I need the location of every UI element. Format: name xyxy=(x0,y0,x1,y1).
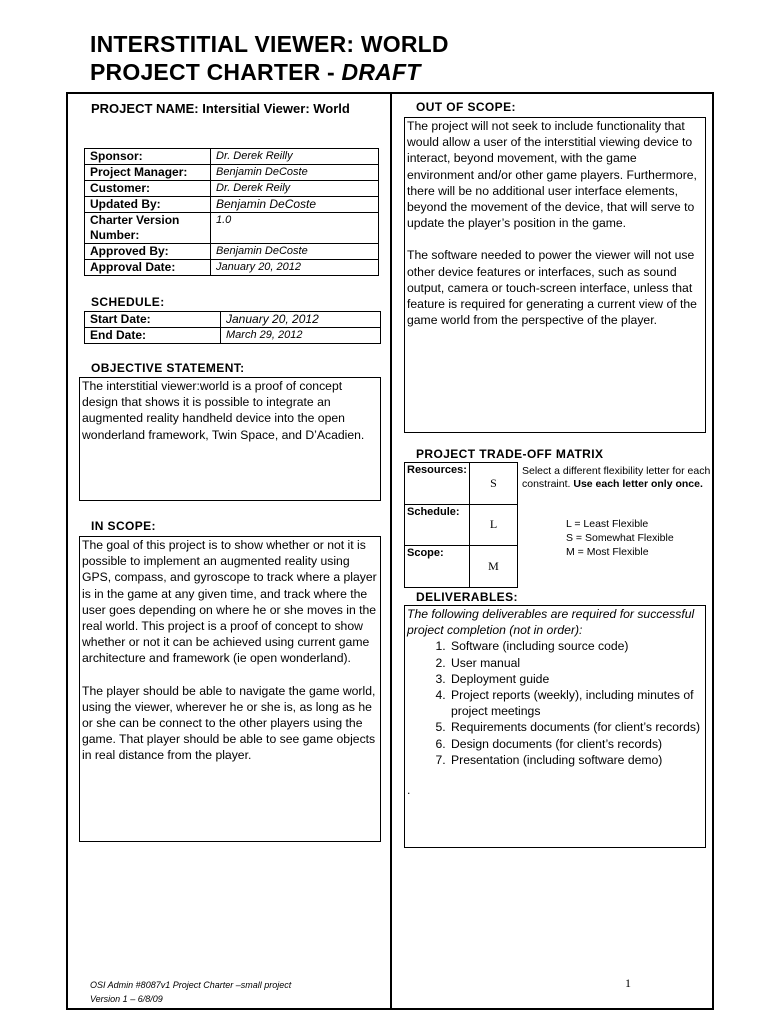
deliverables-box xyxy=(404,605,706,848)
table-row xyxy=(85,328,381,344)
title-line-2 xyxy=(90,58,449,86)
in-scope-box xyxy=(79,536,381,842)
title-line-2-prefix: PROJECT CHARTER - xyxy=(90,59,342,85)
deliverables-trailing: . xyxy=(407,783,411,798)
table-row xyxy=(405,504,518,546)
deliverables-intro: The following deliverables are required for successful project completion (not in order): xyxy=(407,607,695,638)
detail-label: Approval Date: xyxy=(85,260,211,276)
deliverables-list xyxy=(407,638,703,768)
list-item: 1. Software (including source code) xyxy=(449,638,703,654)
detail-value: 1.0 xyxy=(211,213,379,244)
draft-label: DRAFT xyxy=(341,59,421,85)
objective-text: The interstitial viewer:world is a proof of concept design that shows it is possible to integrate an augmented reality handheld device into the open wonderland framework, Twin Space, and D’Acadien. xyxy=(82,379,365,442)
tradeoff-label: Resources: xyxy=(405,463,470,505)
table-row xyxy=(85,312,381,328)
tradeoff-note-plain: Select a different flexibility letter for each constraint. xyxy=(522,465,711,490)
table-row xyxy=(85,149,379,165)
list-item: 3. Deployment guide xyxy=(449,671,703,687)
schedule-label: Start Date: xyxy=(85,312,221,328)
document-title xyxy=(90,30,449,86)
table-row xyxy=(405,463,518,505)
deliverables-title: DELIVERABLES: xyxy=(416,590,518,604)
schedule-table xyxy=(84,311,381,344)
list-item: 6. Design documents (for client’s records) xyxy=(449,736,703,752)
flexibility-legend xyxy=(566,517,674,559)
table-row xyxy=(85,181,379,197)
in-scope-title: IN SCOPE: xyxy=(91,519,156,533)
out-of-scope-paragraph-1: The project will not seek to include functionality that would allow a user of the interstitial viewing device to interact, beyond movement, with the game environment and/or other game players. Furthermore, there will be no additional user interface elements, beyond the movement of the device, that will serve to update the player’s position in the game. xyxy=(407,119,697,231)
footer-version: Version 1 – 6/8/09 xyxy=(90,994,163,1004)
out-of-scope-paragraph-2: The software needed to power the viewer will not use other device features or interfaces, such as sound output, camera or touch-screen interface, unless that feature is required for generating a current view of the game world from the perspective of the player. xyxy=(407,248,697,328)
detail-label: Sponsor: xyxy=(85,149,211,165)
detail-label: Charter Version Number: xyxy=(85,213,211,244)
detail-value: Benjamin DeCoste xyxy=(211,197,379,213)
detail-value: Dr. Derek Reily xyxy=(211,181,379,197)
list-item: 4. Project reports (weekly), including minutes of project meetings xyxy=(449,687,703,719)
project-name: PROJECT NAME: Intersitial Viewer: World xyxy=(91,101,350,116)
objective-box xyxy=(79,377,381,501)
table-row xyxy=(85,197,379,213)
in-scope-paragraph-2: The player should be able to navigate the game world, using the viewer, wherever he or she is, as long as he or she can be connect to the other players using the game. That player should be able to see game objects in real distance from the player. xyxy=(82,683,376,763)
list-item: 2. User manual xyxy=(449,655,703,671)
detail-value: Benjamin DeCoste xyxy=(211,165,379,181)
objective-title: OBJECTIVE STATEMENT: xyxy=(91,361,245,375)
footer xyxy=(90,978,291,1006)
in-scope-paragraph-1: The goal of this project is to show whether or not it is possible to implement an augmented reality using GPS, compass, and gyroscope to track where a player is in the game at any given time, and track where the user goes depending on where he or she moves in the real world. This project is a proof of concept to show whether or not it can be achieved using current game architecture and framework (ie open wonderland). xyxy=(82,538,377,666)
page-number: 1 xyxy=(625,976,631,990)
list-item: 7. Presentation (including software demo) xyxy=(449,752,703,768)
legend-item: L = Least Flexible xyxy=(566,518,649,530)
tradeoff-value: S xyxy=(470,463,518,505)
tradeoff-title: PROJECT TRADE-OFF MATRIX xyxy=(416,447,604,461)
legend-item: M = Most Flexible xyxy=(566,546,649,558)
detail-label: Updated By: xyxy=(85,197,211,213)
detail-value: Benjamin DeCoste xyxy=(211,244,379,260)
detail-value: Dr. Derek Reilly xyxy=(211,149,379,165)
table-row xyxy=(85,260,379,276)
schedule-title: SCHEDULE: xyxy=(91,295,165,309)
detail-value: January 20, 2012 xyxy=(211,260,379,276)
detail-label: Project Manager: xyxy=(85,165,211,181)
tradeoff-matrix xyxy=(404,462,518,588)
tradeoff-instructions xyxy=(522,465,712,491)
footer-doc-id: OSI Admin #8087v1 Project Charter –small project xyxy=(90,980,292,990)
table-row xyxy=(85,213,379,244)
project-details-table xyxy=(84,148,379,276)
schedule-label: End Date: xyxy=(85,328,221,344)
column-divider xyxy=(390,92,392,1010)
out-of-scope-box xyxy=(404,117,706,433)
schedule-value: January 20, 2012 xyxy=(221,312,381,328)
list-item: 5. Requirements documents (for client’s records) xyxy=(449,719,703,735)
tradeoff-value: M xyxy=(470,546,518,588)
tradeoff-value: L xyxy=(470,504,518,546)
detail-label: Customer: xyxy=(85,181,211,197)
schedule-value: March 29, 2012 xyxy=(221,328,381,344)
tradeoff-note-bold: Use each letter only once. xyxy=(573,478,703,490)
tradeoff-label: Schedule: xyxy=(405,504,470,546)
table-row xyxy=(85,165,379,181)
table-row xyxy=(405,546,518,588)
table-row xyxy=(85,244,379,260)
legend-item: S = Somewhat Flexible xyxy=(566,532,674,544)
title-line-1: INTERSTITIAL VIEWER: WORLD xyxy=(90,31,449,57)
detail-label: Approved By: xyxy=(85,244,211,260)
out-of-scope-title: OUT OF SCOPE: xyxy=(416,100,516,114)
tradeoff-label: Scope: xyxy=(405,546,470,588)
